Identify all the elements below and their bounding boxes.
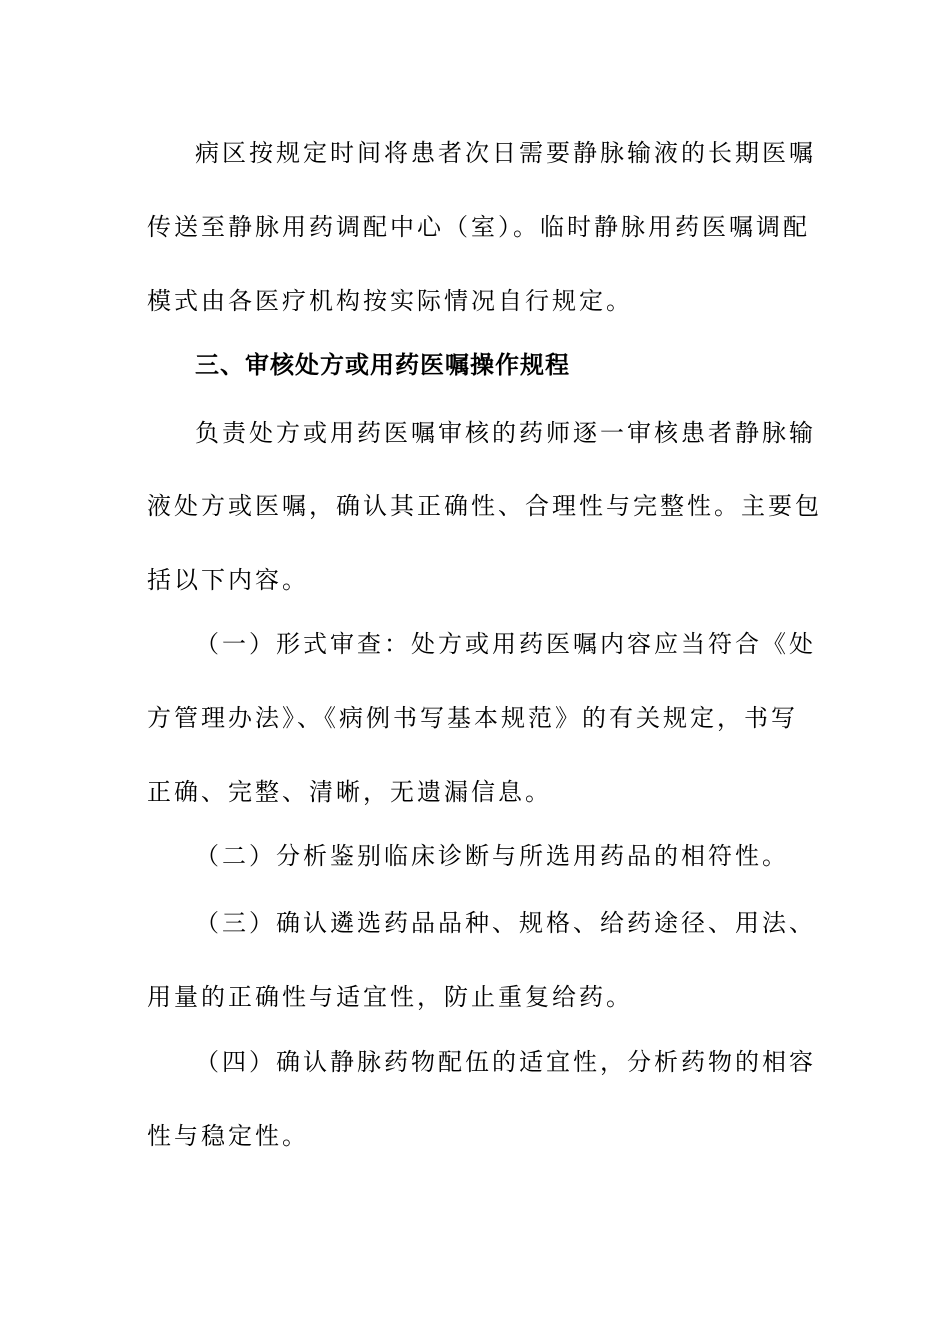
list-item-1-line-2: 方管理办法》、《病例书写基本规范》的有关规定，书写 — [147, 704, 798, 732]
paragraph-line-2: 传送至静脉用药调配中心（室）。临时静脉用药医嘱调配 — [147, 213, 810, 241]
paragraph-line-6: 液处方或医嘱，确认其正确性、合理性与完整性。主要包 — [147, 492, 822, 520]
paragraph-line-1: 病区按规定时间将患者次日需要静脉输液的长期医嘱 — [195, 139, 816, 167]
list-item-1-line-3: 正确、完整、清晰，无遗漏信息。 — [147, 778, 552, 806]
list-item-3-line-2: 用量的正确性与适宜性，防止重复给药。 — [147, 983, 633, 1011]
section-heading: 三、审核处方或用药医嘱操作规程 — [195, 351, 570, 379]
list-item-4-line-1: （四）确认静脉药物配伍的适宜性，分析药物的相容 — [195, 1048, 816, 1076]
list-item-3-line-1: （三）确认遴选药品品种、规格、给药途径、用法、 — [195, 909, 816, 937]
list-item-4-line-2: 性与稳定性。 — [147, 1122, 309, 1150]
paragraph-line-7: 括以下内容。 — [147, 566, 309, 594]
paragraph-line-3: 模式由各医疗机构按实际情况自行规定。 — [147, 287, 633, 315]
list-item-1-line-1: （一）形式审查：处方或用药医嘱内容应当符合《处 — [195, 630, 816, 658]
list-item-2: （二）分析鉴别临床诊断与所选用药品的相符性。 — [195, 842, 789, 870]
paragraph-line-5: 负责处方或用药医嘱审核的药师逐一审核患者静脉输 — [195, 419, 816, 447]
